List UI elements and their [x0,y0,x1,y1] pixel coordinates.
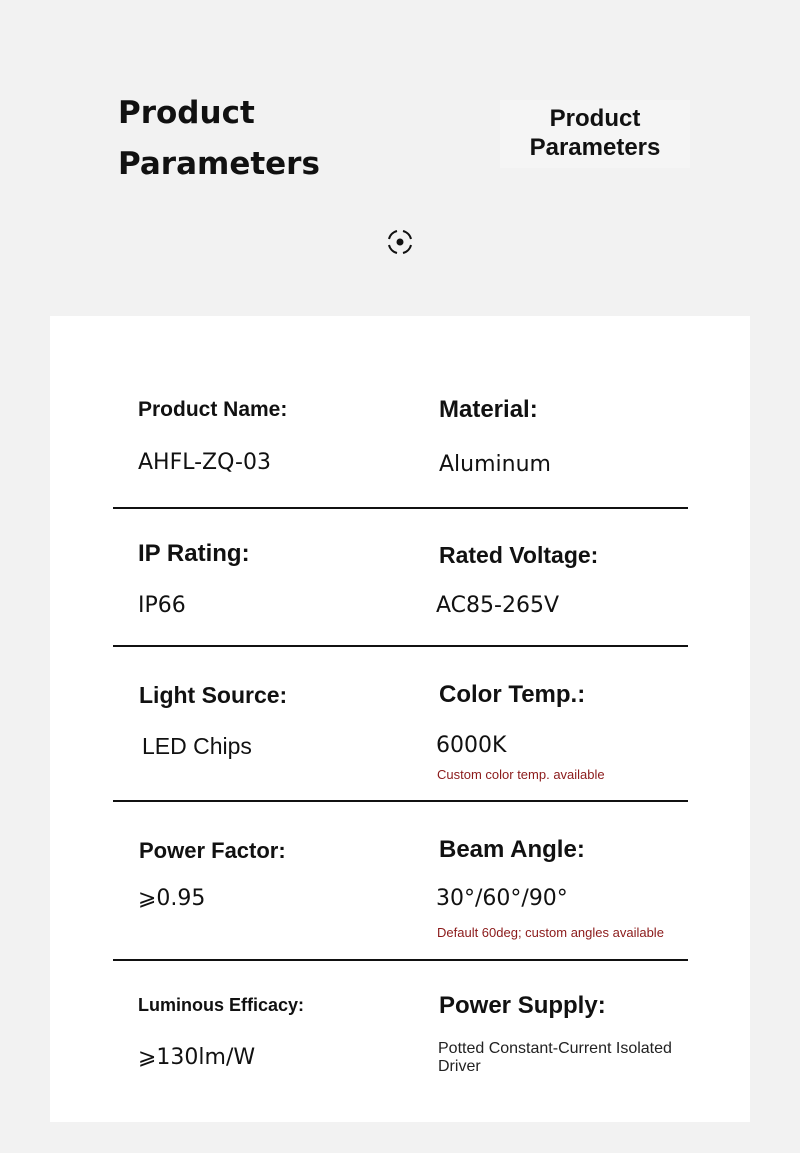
page-title-line1: Product [118,95,255,131]
rated-voltage-label: Rated Voltage: [439,542,599,568]
product-name-label: Product Name: [138,398,288,421]
beam-angle-value: 30°/60°/90° [436,886,568,911]
title-box-line1: Product [549,105,641,132]
light-source-label: Light Source: [139,682,288,708]
title-image-box [500,100,690,168]
product-name-value: AHFL-ZQ-03 [138,450,271,475]
power-factor-label: Power Factor: [139,838,286,863]
color-temp-note: Custom color temp. available [437,767,605,782]
power-factor-value: ⩾0.95 [138,886,206,911]
focus-target-icon[interactable] [385,227,415,257]
power-supply-value: Potted Constant-Current Isolated Driver [438,1040,672,1075]
page-title [118,88,378,190]
title-box-line2: Parameters [529,134,661,161]
luminous-efficacy-label: Luminous Efficacy: [138,995,305,1015]
light-source-value: LED Chips [142,733,252,759]
page-title-line2: Parameters [118,146,320,182]
divider [113,800,688,802]
color-temp-value: 6000K [436,733,507,758]
material-value: Aluminum [439,452,551,477]
ip-rating-label: IP Rating: [138,540,250,567]
ip-rating-value: IP66 [138,593,186,618]
color-temp-label: Color Temp.: [439,681,586,708]
beam-angle-note: Default 60deg; custom angles available [437,925,664,940]
rated-voltage-value: AC85-265V [436,593,559,618]
beam-angle-label: Beam Angle: [439,836,585,863]
power-supply-label: Power Supply: [439,992,606,1019]
divider [113,959,688,961]
divider [113,507,688,509]
divider [113,645,688,647]
luminous-efficacy-value: ⩾130lm/W [138,1045,256,1070]
material-label: Material: [439,396,538,423]
